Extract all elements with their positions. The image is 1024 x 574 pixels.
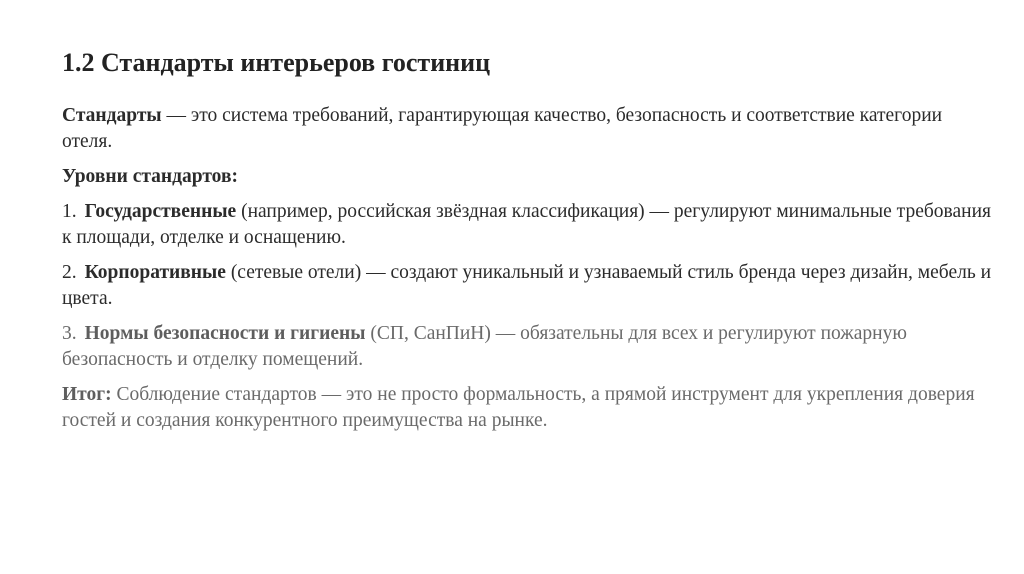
level-number: 2. (62, 262, 77, 283)
level-text: (СП, СанПиН) — обязательны для всех и регулируют пожарную безопасность и отделку помещений. (62, 323, 907, 370)
level-text: (например, российская звёздная классификация) — регулируют минимальные требования к площади, отделке и оснащению. (62, 201, 991, 248)
intro-term: Стандарты (62, 105, 162, 126)
summary-text: Соблюдение стандартов — это не просто формальность, а прямой инструмент для укрепления доверия гостей и создания конкурентного преимущества на рынке. (62, 384, 975, 431)
levels-heading-paragraph (62, 164, 992, 190)
level-name: Корпоративные (84, 262, 226, 283)
slide-content (62, 103, 992, 443)
level-number: 3. (62, 323, 77, 344)
intro-text: — это система требований, гарантирующая качество, безопасность и соответствие категории отеля. (62, 105, 943, 152)
level-text: (сетевые отели) — создают уникальный и узнаваемый стиль бренда через дизайн, мебель и цвета. (62, 262, 992, 309)
level-number: 1. (62, 201, 77, 222)
level-item-1 (62, 199, 992, 251)
summary-label: Итог: (62, 384, 112, 405)
slide-title: 1.2 Стандарты интерьеров гостиниц (62, 48, 491, 77)
level-name: Нормы безопасности и гигиены (84, 323, 366, 344)
levels-heading: Уровни стандартов: (62, 166, 238, 187)
intro-paragraph (62, 103, 992, 155)
summary-paragraph (62, 382, 992, 434)
level-item-2 (62, 260, 992, 312)
level-name: Государственные (84, 201, 237, 222)
level-item-3 (62, 321, 992, 373)
